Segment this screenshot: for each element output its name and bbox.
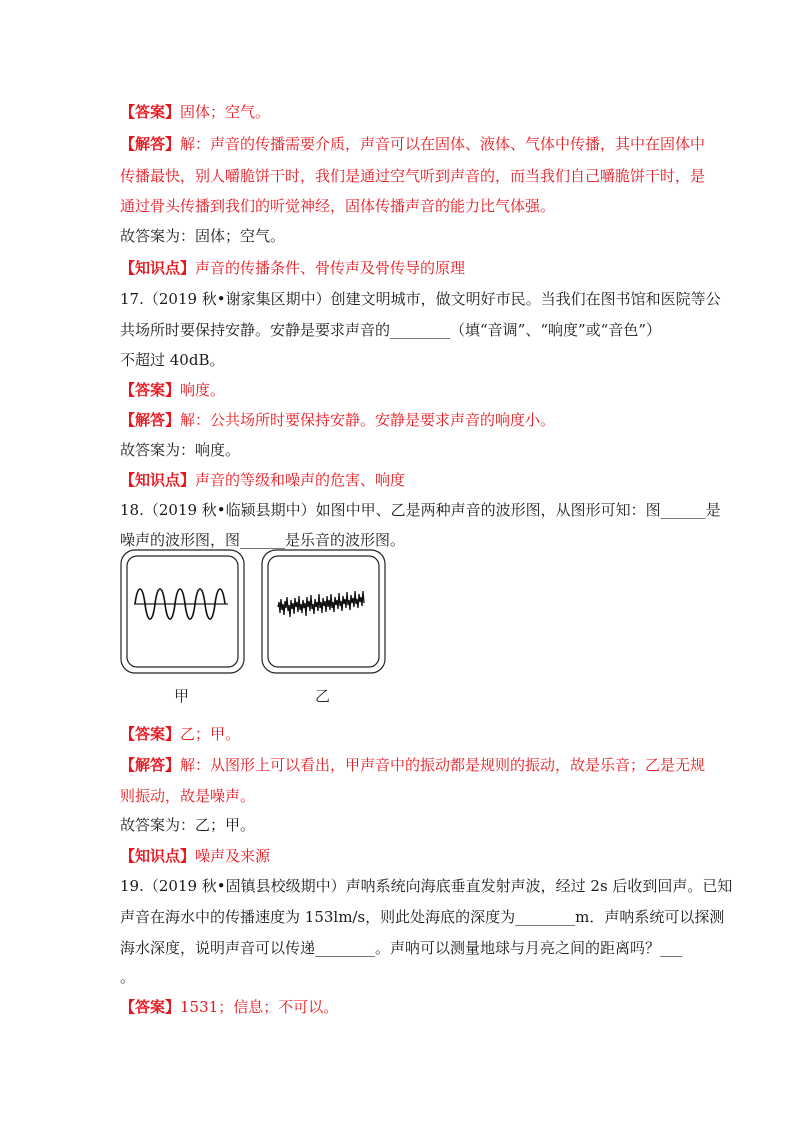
q19-stem-line-1: 19.（2019 秋•固镇县校级期中）声呐系统向海底垂直发射声波，经过 2s 后收到回声。已知 bbox=[120, 877, 733, 895]
answer-tag: 【答案】 bbox=[120, 103, 181, 121]
q16-solution-line-3: 通过骨头传播到我们的听觉神经，固体传播声音的能力比气体强。 bbox=[120, 197, 556, 215]
q17-knowledge-point bbox=[120, 470, 405, 490]
q16-answer-line bbox=[120, 102, 270, 122]
caption-yi: 乙 bbox=[315, 687, 331, 705]
answer-tag: 【答案】 bbox=[120, 381, 181, 399]
q18-stem-line-1: 18.（2019 秋•临颍县期中）如图中甲、乙是两种声音的波形图，从图形可知：图______是 bbox=[120, 501, 721, 519]
answer-text: 1531；信息；不可以。 bbox=[180, 998, 339, 1016]
q19-stem-line-4: 。 bbox=[120, 968, 136, 986]
kp-tag: 【知识点】 bbox=[120, 471, 196, 489]
q16-solution-line-1 bbox=[120, 134, 705, 154]
q17-stem-line-1: 17.（2019 秋•谢家集区期中）创建文明城市，做文明好市民。当我们在图书馆和医院等公 bbox=[120, 290, 721, 308]
q17-therefore: 故答案为：响度。 bbox=[120, 441, 241, 459]
solution-tag: 【解答】 bbox=[120, 756, 181, 774]
q19-stem-line-2: 声音在海水中的传播速度为 153lm/s，则此处海底的深度为________m．声呐系统可以探测 bbox=[120, 908, 725, 926]
q16-knowledge-point bbox=[120, 258, 465, 278]
q16-therefore: 故答案为：固体；空气。 bbox=[120, 227, 286, 245]
solution-tag: 【解答】 bbox=[120, 411, 181, 429]
kp-tag: 【知识点】 bbox=[120, 259, 196, 277]
solution-text: 解：公共场所时要保持安静。安静是要求声音的响度小。 bbox=[180, 411, 556, 429]
waveform-screens bbox=[120, 547, 390, 677]
q17-stem-line-2: 共场所时要保持安静。安静是要求声音的________（填“音调”、“响度”或“音色”） bbox=[120, 321, 662, 339]
answer-text: 响度。 bbox=[180, 381, 226, 399]
caption-jia: 甲 bbox=[174, 687, 190, 705]
answer-tag: 【答案】 bbox=[120, 725, 181, 743]
screen-jia bbox=[121, 550, 244, 673]
solution-text: 解：从图形上可以看出，甲声音中的振动都是规则的振动，故是乐音；乙是无规 bbox=[180, 756, 706, 774]
answer-text: 固体；空气。 bbox=[180, 103, 271, 121]
kp-text: 声音的传播条件、骨传声及骨传导的原理 bbox=[195, 259, 466, 277]
kp-text: 声音的等级和噪声的危害、响度 bbox=[195, 471, 406, 489]
q18-answer-line bbox=[120, 724, 240, 744]
q17-solution-line-1 bbox=[120, 410, 555, 430]
waveform-figure bbox=[120, 547, 390, 707]
q18-knowledge-point bbox=[120, 846, 270, 866]
q19-stem-line-3: 海水深度，说明声音可以传递________。声呐可以测量地球与月亮之间的距离吗？___ bbox=[120, 939, 683, 957]
solution-tag: 【解答】 bbox=[120, 135, 181, 153]
q19-answer-line bbox=[120, 997, 338, 1017]
solution-text: 解：声音的传播需要介质，声音可以在固体、液体、气体中传播，其中在固体中 bbox=[180, 135, 706, 153]
screen-yi bbox=[262, 550, 385, 673]
kp-text: 噪声及来源 bbox=[195, 847, 271, 865]
answer-text: 乙；甲。 bbox=[180, 725, 241, 743]
q17-stem-line-3: 不超过 40dB。 bbox=[120, 351, 225, 369]
kp-tag: 【知识点】 bbox=[120, 847, 196, 865]
q18-therefore: 故答案为：乙；甲。 bbox=[120, 816, 256, 834]
q17-answer-line bbox=[120, 380, 225, 400]
q18-solution-line-2: 则振动，故是噪声。 bbox=[120, 787, 256, 805]
answer-tag: 【答案】 bbox=[120, 998, 181, 1016]
q18-solution-line-1 bbox=[120, 755, 705, 775]
q18-stem-line-2: 噪声的波形图，图______是乐音的波形图。 bbox=[120, 531, 406, 549]
q16-solution-line-2: 传播最快，别人嚼脆饼干时，我们是通过空气听到声音的，而当我们自己嚼脆饼干时，是 bbox=[120, 167, 706, 185]
